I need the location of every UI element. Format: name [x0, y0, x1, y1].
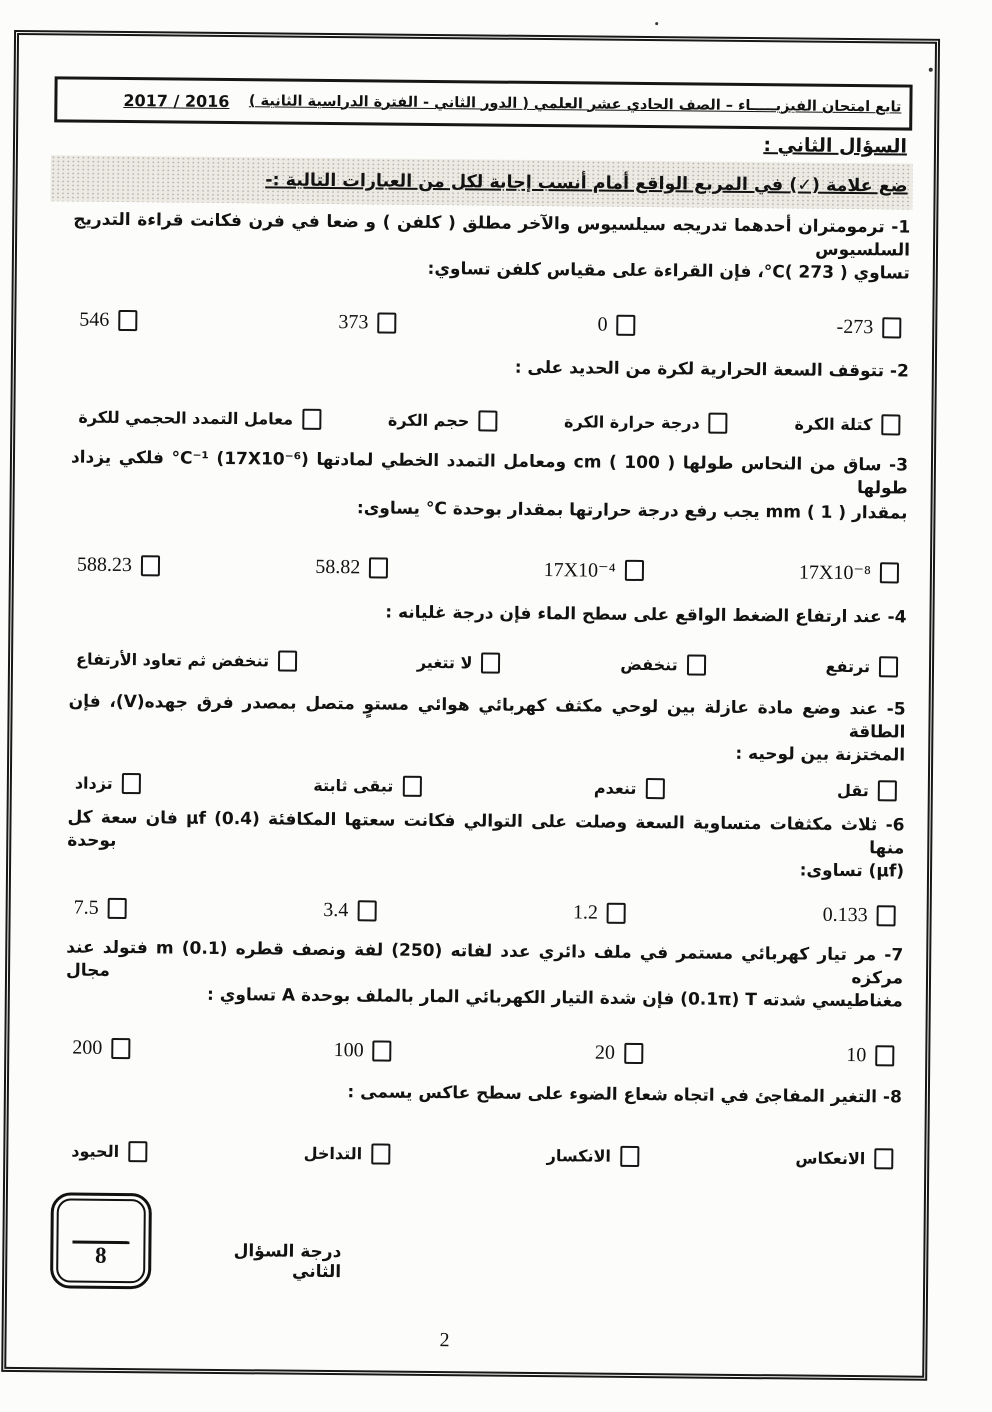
option-item — [323, 899, 376, 923]
grade-max: 8 — [94, 1242, 107, 1268]
answer-checkbox[interactable] — [481, 652, 500, 673]
answer-checkbox[interactable] — [620, 1146, 639, 1167]
instruction-bar — [50, 155, 912, 209]
answer-checkbox[interactable] — [882, 317, 901, 338]
answer-checkbox[interactable] — [878, 780, 897, 801]
option-item — [547, 1145, 639, 1167]
option-item — [78, 407, 321, 430]
option-label: 200 — [72, 1036, 103, 1059]
question-1-text: ترمومتران أحدهما تدريجه سيلسيوس والآخر مطلق ( كلفن ) و ضعا في فرن فكانت قراءة التدريج السلسيوس — [73, 209, 911, 261]
option-item — [71, 1141, 147, 1163]
option-item — [334, 1039, 392, 1063]
answer-checkbox[interactable] — [874, 1148, 893, 1169]
answer-checkbox[interactable] — [880, 562, 899, 583]
option-item — [594, 778, 665, 800]
option-item — [77, 554, 160, 578]
option-item — [338, 311, 396, 335]
option-label: 17X10⁻⁴ — [543, 559, 616, 582]
option-item — [836, 316, 901, 340]
answer-checkbox[interactable] — [877, 905, 896, 926]
answer-checkbox[interactable] — [687, 654, 706, 675]
answer-checkbox[interactable] — [111, 1038, 130, 1059]
option-item — [597, 314, 635, 337]
answer-checkbox[interactable] — [118, 310, 137, 331]
option-label: تزداد — [74, 773, 113, 793]
question-4-number: 4- — [887, 607, 907, 628]
option-label: 10 — [846, 1043, 867, 1067]
question-6-number: 6- — [885, 815, 905, 836]
answer-checkbox[interactable] — [128, 1141, 147, 1162]
answer-checkbox[interactable] — [478, 410, 497, 431]
question-8-text: التغير المفاجئ في اتجاه شعاع الضوء على سطح عاكس يسمى : — [347, 1082, 878, 1108]
option-label: 373 — [338, 311, 369, 334]
answer-checkbox[interactable] — [108, 898, 127, 919]
answer-checkbox[interactable] — [141, 555, 160, 576]
option-label: كتلة الكرة — [794, 414, 873, 435]
option-label: الانعكاس — [795, 1148, 866, 1169]
option-item — [826, 656, 899, 678]
question-5-number: 5- — [886, 699, 906, 720]
scan-noise-dot — [929, 68, 933, 72]
answer-checkbox[interactable] — [709, 413, 728, 434]
grade-box-inner — [56, 1198, 146, 1283]
question-7-text: مر تيار كهربائي مستمر في ملف دائري عدد لفاته ‎(250)‎ لفة ونصف قطره ‎m‎ ‎(0.1)‎ فتولد عند مركزه مجال — [65, 937, 904, 989]
question-1-line1 — [73, 209, 910, 263]
option-item — [846, 1044, 894, 1067]
question-5-line1 — [68, 690, 905, 744]
answer-checkbox[interactable] — [402, 776, 421, 797]
option-item — [315, 556, 388, 580]
page-number: 2 — [439, 1329, 450, 1352]
scan-noise-dot — [655, 22, 658, 25]
question-1-line2: تساوي ‎°C( 273 )‎، فإن القراءة على مقياس كلفن تساوي: — [427, 258, 910, 284]
question-2-text: تتوقف السعة الحرارية لكرة من الحديد على : — [514, 357, 885, 382]
option-item — [564, 411, 728, 434]
option-label: تقل — [836, 780, 869, 801]
option-label: الانكسار — [546, 1146, 612, 1166]
option-label: 1.2 — [572, 901, 599, 924]
question-3-number: 3- — [888, 455, 909, 476]
answer-checkbox[interactable] — [616, 315, 635, 336]
answer-checkbox[interactable] — [624, 1043, 643, 1064]
option-item — [823, 904, 896, 928]
question-5-text: عند وضع مادة عازلة بين لوحي مكثف كهربائي هوائي مستوٍ متصل بمصدر فرق جهده‎(V)‎، فإن الطاقة — [68, 691, 906, 743]
answer-checkbox[interactable] — [371, 1143, 390, 1164]
answer-checkbox[interactable] — [875, 1045, 894, 1066]
option-label: ترتفع — [825, 656, 871, 677]
option-item — [620, 654, 706, 676]
section-title: السؤال الثاني : — [763, 134, 908, 158]
answer-checkbox[interactable] — [278, 651, 297, 672]
option-label: تنعدم — [593, 778, 637, 798]
question-1-number: 1- — [891, 217, 911, 238]
option-label: 17X10⁻⁸ — [798, 561, 872, 585]
option-label: 0 — [597, 313, 608, 336]
answer-checkbox[interactable] — [625, 560, 644, 581]
exam-header-title: تابع امتحان الفيزيـــــاء – الصف الحادي عشر العلمي ( الدور الثاني - الفترة الدراسية الثانية ) — [248, 93, 902, 116]
question-2-number: 2- — [889, 361, 909, 382]
option-label: تنخفض — [620, 654, 678, 675]
question-3-line1 — [71, 447, 908, 501]
option-item — [794, 413, 900, 435]
grade-label: درجة السؤال الثاني — [233, 1241, 342, 1283]
option-label: 20 — [594, 1041, 616, 1064]
answer-checkbox[interactable] — [879, 656, 898, 677]
option-label: معامل التمدد الحجمي للكرة — [78, 407, 294, 429]
answer-checkbox[interactable] — [377, 312, 396, 333]
option-item — [79, 309, 137, 333]
option-item — [72, 1037, 130, 1061]
option-label: 0.133 — [822, 903, 868, 927]
option-label: 7.5 — [73, 896, 99, 919]
answer-checkbox[interactable] — [373, 1040, 392, 1061]
answer-checkbox[interactable] — [369, 557, 388, 578]
question-6-line1 — [67, 806, 904, 860]
option-label: تبقى ثابتة — [313, 775, 394, 796]
question-6-text: ثلاث مكثفات متساوية السعة وصلت على التوالي فكانت سعتها المكافئة ‎μf‎ ‎(0.4)‎ فان سعة كل منها بوحدة — [67, 807, 905, 859]
option-item — [799, 560, 899, 586]
option-item — [573, 901, 626, 925]
question-7-line2: مغناطيسي شدته ‎(0.1π) T‎ فإن شدة التيار الكهربائي المار بالملف بوحدة ‎A‎ تساوي : — [207, 984, 903, 1012]
option-label: تنخفض ثم تعاود الأرتفاع — [76, 649, 270, 671]
answer-checkbox[interactable] — [881, 414, 900, 435]
question-3-line2: بمقدار ‎mm ( 1 )‎ يجب رفع درجة حرارتها بمقدار بوحدة ‎°C‎ يساوى: — [356, 498, 908, 524]
grade-box — [50, 1192, 152, 1289]
option-item — [544, 557, 644, 583]
answer-checkbox[interactable] — [302, 409, 321, 430]
option-label: درجة حرارة الكرة — [564, 412, 700, 433]
option-label: 588.23 — [76, 553, 133, 577]
question-7-number: 7- — [884, 945, 904, 966]
option-label: 100 — [333, 1039, 364, 1062]
option-item — [417, 652, 501, 674]
option-item — [388, 410, 498, 432]
option-item — [75, 773, 141, 795]
option-label: لا تتغير — [416, 652, 473, 673]
question-8-number: 8- — [882, 1087, 902, 1108]
option-item — [795, 1147, 893, 1169]
question-6-line2: ‎(μf)‎ تساوى: — [799, 860, 905, 882]
answer-checkbox[interactable] — [607, 903, 626, 924]
option-label: 58.82 — [315, 555, 361, 579]
option-label: 546 — [79, 308, 110, 331]
exam-header-box — [54, 76, 912, 130]
answer-checkbox[interactable] — [645, 778, 664, 799]
option-item — [595, 1042, 643, 1065]
question-7-line1 — [66, 936, 903, 990]
question-4-text: عند ارتفاع الضغط الواقع على سطح الماء فإن درجة غليانه : — [385, 602, 882, 628]
option-item — [74, 897, 127, 921]
option-label: التداخل — [303, 1143, 363, 1164]
option-item — [313, 775, 421, 797]
option-item — [837, 780, 897, 802]
option-item — [304, 1143, 391, 1165]
exam-header-year: 2016 / 2017 — [123, 90, 230, 111]
option-label: 3.4 — [323, 898, 349, 922]
option-label: -273 — [836, 315, 874, 339]
question-3-text: ساق من النحاس طولها ‎cm ( 100 )‎ ومعامل التمدد الخطي لمادتها ‎°C⁻¹‎ ‎(17X10⁻⁶)‎ فلكي يزداد طولها — [70, 447, 908, 499]
instruction-text: ضع علامة (✓) في المربع الواقع أمام أنسب إجابة لكل من العبارات التالية :- — [265, 170, 908, 197]
option-label: الحيود — [71, 1141, 120, 1162]
option-item — [76, 649, 297, 672]
question-5-line2: المختزنة بين لوحيه : — [735, 743, 906, 766]
answer-checkbox[interactable] — [357, 900, 376, 921]
option-label: حجم الكرة — [387, 410, 470, 431]
answer-checkbox[interactable] — [122, 773, 141, 794]
